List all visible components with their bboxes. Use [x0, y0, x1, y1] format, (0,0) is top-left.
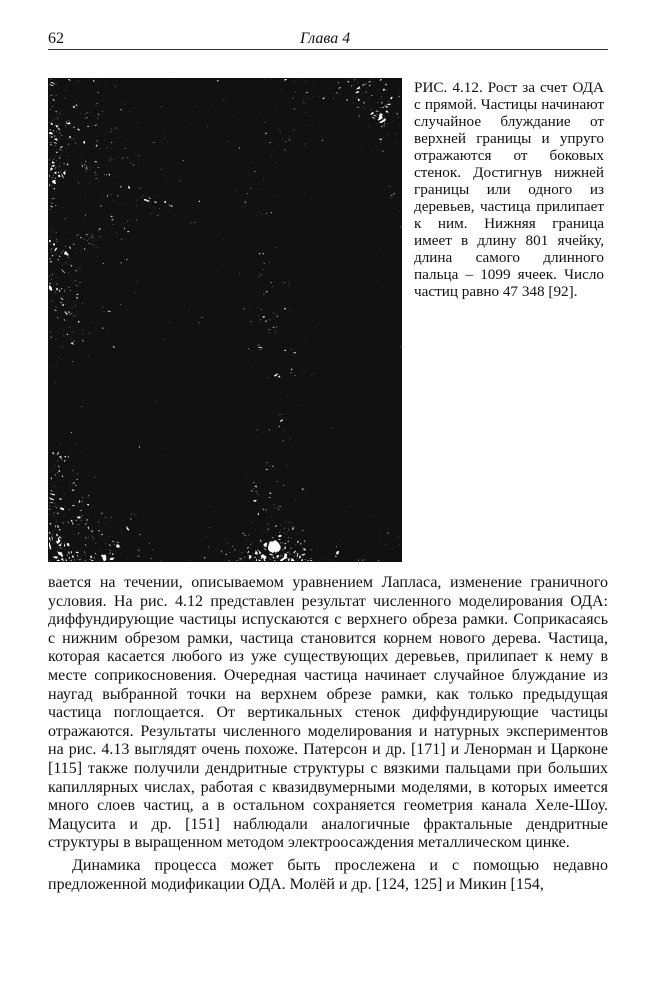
figure-caption-text: РИС. 4.12. Рост за счет ОДА с прямой. Частицы начинают случайное блуждание от верхней границы и упруго отражаются от боковых стенок. Достигнув нижней границы или одного из деревьев, частица прилипает к ним. Нижняя граница имеет в длину 801 ячейку, длина самого длинного пальца – 1099 ячеек. Число частиц равно 47 348 [92].: [414, 79, 604, 300]
paragraph: вается на течении, описываемом уравнением Лапласа, изменение граничного условия. На рис. 4.12 представлен результат численного моделирования ОДА: диффундирующие частицы испускаются с верхнего обреза рамки. Соприкасаясь с нижним обрезом рамки, частица становится корнем нового дерева. Частица, которая касается любого из уже существующих деревьев, прилипает к нему в месте соприкосновения. Очередная частица начинает случайное блуждание из наугад выбранной точки на верхнем обрезе рамки, как только предыдущая частица поглощается. От вертикальных стенок диффундирующие частицы отражаются. Результаты численного моделирования и натурных экспериментов на рис. 4.13 выглядят очень похоже. Патерсон и др. [171] и Ленорман и Царконе [115] также получили дендритные структуры с вязкими пальцами при больших капиллярных числах, работая с квазидвумерными моделями, в которых имеется много слоев частиц, а в остальном сохраняется геометрия канала Хеле-Шоу. Мацусита и др. [151] наблюдали аналогичные фрактальные дендритные структуры в выращенном методом электроосаждения металлическом цинке.: [48, 574, 608, 852]
page-number: 62: [48, 30, 64, 47]
header-rule: [48, 49, 608, 50]
figure-caption: [414, 79, 604, 300]
paragraph: Динамика процесса может быть прослежена и с помощью недавно предложенной модификации ОДА. Молёй и др. [124, 125] и Микин [154,: [48, 856, 608, 893]
running-head: [48, 28, 608, 50]
dla-dendrite-illustration: [49, 79, 402, 562]
figure-dla-trees: [48, 78, 402, 562]
dendrite-branches: [49, 79, 402, 562]
chapter-title: Глава 4: [300, 30, 351, 47]
body-text: [48, 574, 608, 894]
